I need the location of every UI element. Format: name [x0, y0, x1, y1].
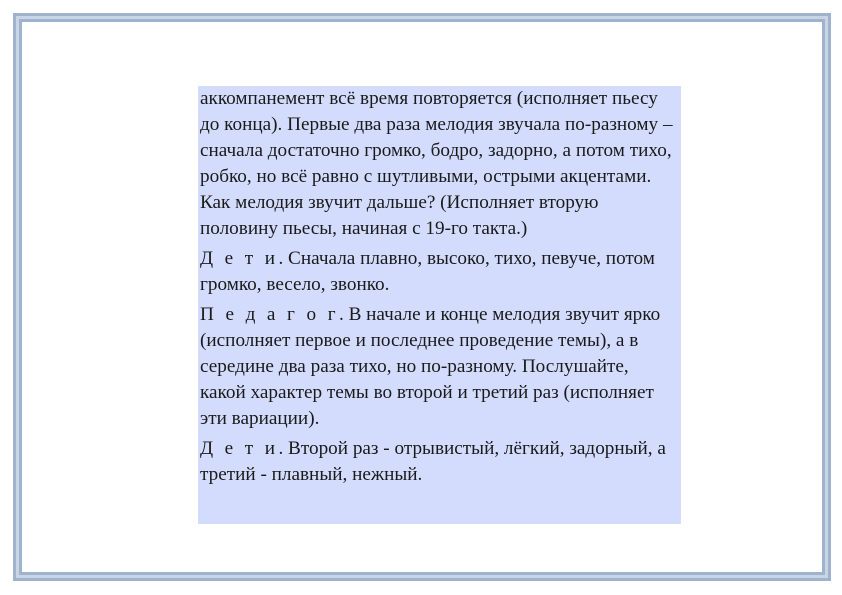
text-box [198, 86, 681, 524]
paragraph-teacher [200, 302, 679, 432]
speaker-label: Д е т и [200, 248, 279, 269]
paragraph-text: аккомпанемент всё время повторяется (исполняет пьесу до конца). Первые два раза мелодия звучала по-разному – сначала достаточно громко, бодро, задорно, а потом тихо, робко, но всё равно с шутливыми, острыми акцентами. Как мелодия звучит дальше? (Исполняет вторую половину пьесы, начиная с 19-го такта.) [200, 88, 673, 239]
paragraph-text: . Второй раз - отрывистый, лёгкий, задорный, а третий - плавный, нежный. [200, 438, 666, 485]
paragraph-text: . В начале и конце мелодия звучит ярко (исполняет первое и последнее проведение темы), а в середине два раза тихо, но по-разному. Послушайте, какой характер темы во второй и третий раз (исполняет эти вариации). [200, 304, 661, 429]
paragraph-text: . Сначала плавно, высоко, тихо, певуче, потом громко, весело, звонко. [200, 248, 655, 295]
paragraph-narration [200, 86, 679, 242]
paragraph-children-reply-1 [200, 246, 679, 298]
paragraph-children-reply-2 [200, 436, 679, 488]
speaker-label: П е д а г о г [200, 304, 339, 325]
speaker-label: Д е т и [200, 438, 279, 459]
